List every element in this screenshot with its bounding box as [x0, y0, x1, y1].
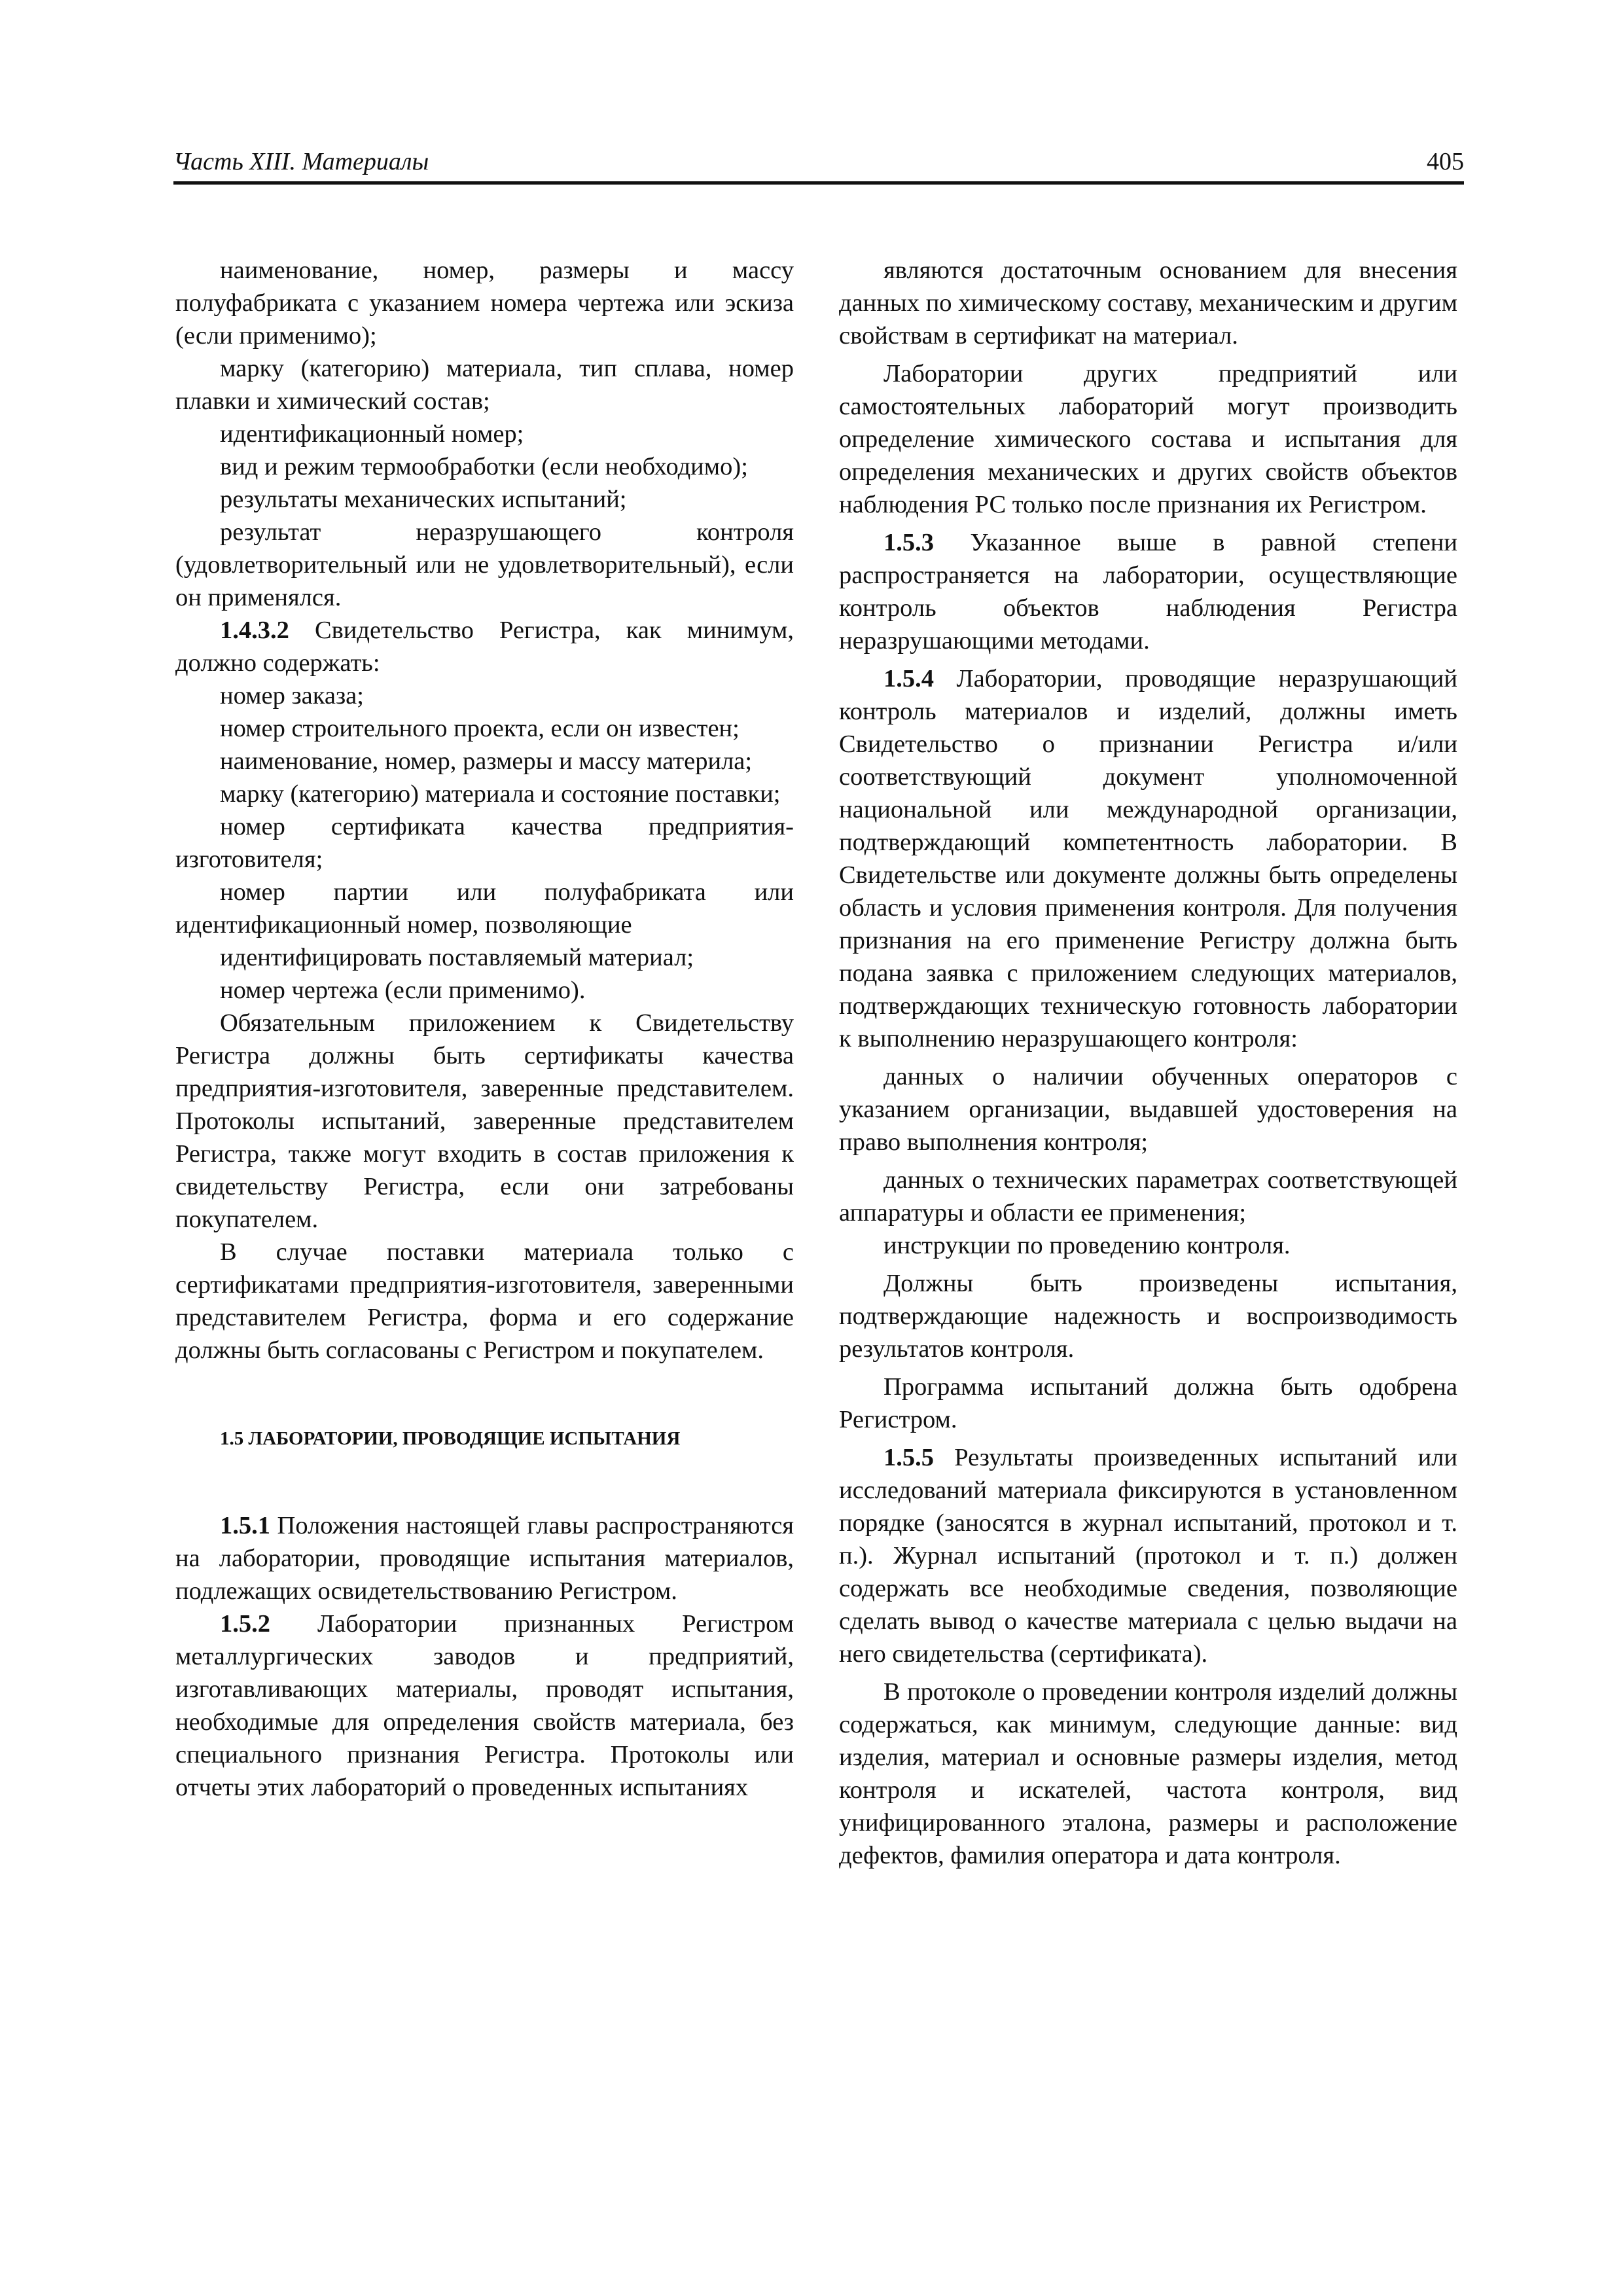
paragraph: Программа испытаний должна быть одобрена Регистром.: [839, 1373, 1457, 1433]
clause-number: 1.5.2: [220, 1610, 270, 1638]
running-title: Часть XIII. Материалы: [173, 148, 429, 175]
clause-text: Свидетельство Регистра, как минимум, должно содержать:: [175, 617, 794, 677]
paragraph: номер сертификата качества предприятия-изготовителя;: [175, 813, 794, 873]
paragraph: [839, 1441, 1457, 1670]
paragraph: номер партии или полуфабриката или идентификационный номер, позволяющие: [175, 878, 794, 939]
paragraph: Лаборатории других предприятий или самостоятельных лабораторий могут производить определение химического состава и испытания для определения механических и других свойств объектов наблюдения РС только после признания их Регистром.: [839, 360, 1457, 518]
paragraph: идентификационный номер;: [220, 420, 524, 448]
paragraph: данных о наличии обученных операторов с указанием организации, выдавшей удостоверения на право выполнения контроля;: [839, 1063, 1457, 1156]
paragraph: Должны быть произведены испытания, подтверждающие надежность и воспроизводимость результатов контроля.: [839, 1270, 1457, 1363]
page-number: 405: [1427, 148, 1464, 175]
paragraph: В случае поставки материала только с сертификатами предприятия-изготовителя, заверенными представителем Регистра, форма и его содержание должны быть согласованы с Регистром и покупателем.: [175, 1238, 794, 1364]
paragraph: [839, 526, 1457, 657]
clause-number: 1.5.1: [220, 1512, 270, 1539]
left-column: [175, 254, 794, 1804]
paragraph: являются достаточным основанием для внесения данных по химическому составу, механическим и другим свойствам в сертификат на материал.: [839, 257, 1457, 350]
paragraph: марку (категорию) материала и состояние поставки;: [220, 780, 781, 808]
clause-text: Лаборатории признанных Регистром металлургических заводов и предприятий, изготавливающих материалы, проводят испытания, необходимые для определения свойств материала, без специального признания Регистра. Протоколы или отчеты этих лабораторий о проведенных испытаниях: [175, 1610, 794, 1801]
clause-number: 1.4.3.2: [220, 617, 289, 644]
paragraph: наименование, номер, размеры и массу полуфабриката с указанием номера чертежа или эскиза (если применимо);: [175, 257, 794, 350]
right-column: [839, 254, 1457, 1872]
paragraph: [839, 662, 1457, 1055]
paragraph: [175, 1509, 794, 1607]
paragraph: номер чертежа (если применимо).: [220, 977, 586, 1004]
paragraph: Обязательным приложением к Свидетельству Регистра должны быть сертификаты качества предприятия-изготовителя, заверенные представителем. Протоколы испытаний, заверенные представителем Регистра, также могут входить в состав приложения к свидетельству Регистра, если они затребованы покупателем.: [175, 1009, 794, 1233]
paragraph: вид и режим термообработки (если необходимо);: [220, 453, 748, 480]
clause-text: Указанное выше в равной степени распространяется на лаборатории, осуществляющие контроль объектов наблюдения Регистра неразрушающими методами.: [839, 529, 1457, 655]
clause-text: Положения настоящей главы распространяются на лаборатории, проводящие испытания материалов, подлежащих освидетельствованию Регистром.: [175, 1512, 794, 1605]
clause-text: Лаборатории, проводящие неразрушающий контроль материалов и изделий, должны иметь Свидетельство о признании Регистра и/или соответствующий документ уполномоченной национальной или международной организации, подтверждающий компетентность лаборатории. В Свидетельстве или документе должны быть определены область и условия применения контроля. Для получения признания на его применение Регистру должна быть подана заявка с приложением следующих материалов, подтверждающих техническую готовность лаборатории к выполнению неразрушающего контроля:: [839, 665, 1457, 1052]
paragraph: наименование, номер, размеры и массу материла;: [220, 747, 753, 775]
paragraph: номер заказа;: [220, 682, 364, 709]
paragraph: [175, 614, 794, 679]
clause-number: 1.5.5: [883, 1444, 934, 1471]
paragraph: [175, 1607, 794, 1804]
paragraph: идентифицировать поставляемый материал;: [220, 944, 694, 971]
clause-number: 1.5.4: [883, 665, 934, 692]
paragraph: В протоколе о проведении контроля изделий должны содержаться, как минимум, следующие данные: вид изделия, материал и основные размеры изделия, метод контроля и искателей, частота контроля, вид унифицированного эталона, размеры и расположение дефектов, фамилия оператора и дата контроля.: [839, 1678, 1457, 1869]
paragraph: инструкции по проведению контроля.: [883, 1232, 1291, 1259]
paragraph: марку (категорию) материала, тип сплава, номер плавки и химический состав;: [175, 355, 794, 415]
paragraph: номер строительного проекта, если он известен;: [220, 715, 740, 742]
section-heading: 1.5 ЛАБОРАТОРИИ, ПРОВОДЯЩИЕ ИСПЫТАНИЯ: [220, 1428, 681, 1449]
page-header: [173, 141, 1464, 185]
paragraph: результаты механических испытаний;: [220, 486, 627, 513]
clause-text: Результаты произведенных испытаний или исследований материала фиксируются в установленном порядке (заносятся в журнал испытаний, протокол и т. п.). Журнал испытаний (протокол и т. п.) должен содержать все необходимые сведения, позволяющие сделать вывод о качестве материала с целью выдачи на него свидетельства (сертификата).: [839, 1444, 1457, 1668]
clause-number: 1.5.3: [883, 529, 934, 556]
paragraph: данных о технических параметрах соответствующей аппаратуры и области ее применения;: [839, 1166, 1457, 1227]
paragraph: результат неразрушающего контроля (удовлетворительный или не удовлетворительный), если он применялся.: [175, 518, 794, 611]
